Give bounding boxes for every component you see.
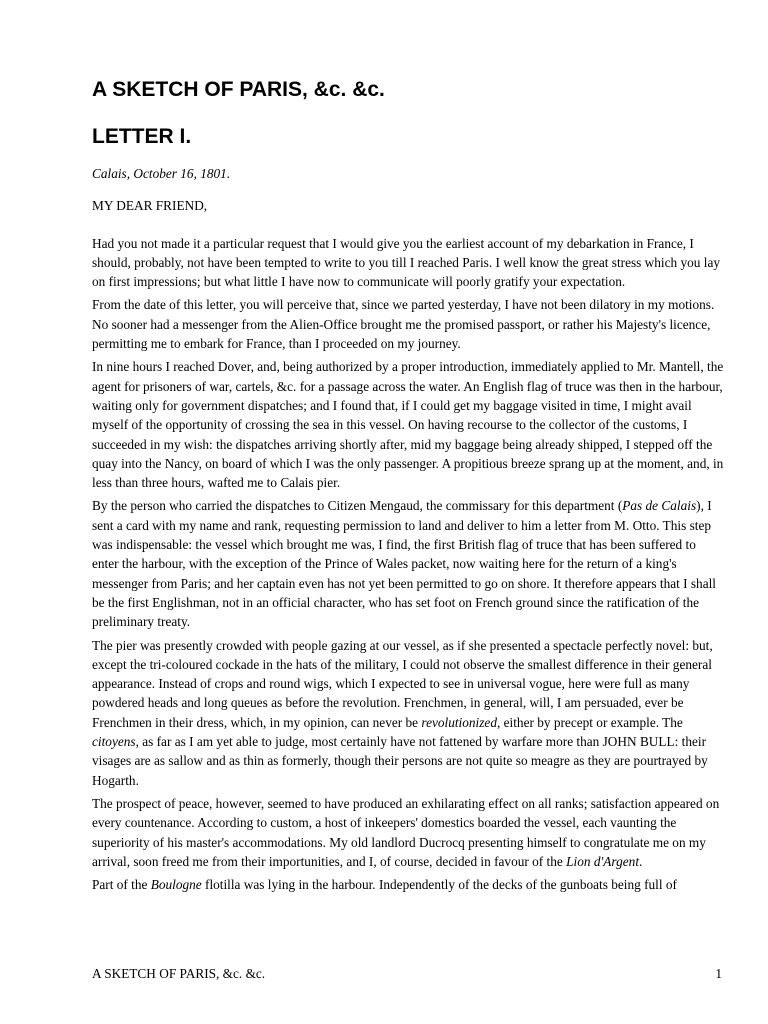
- text-run: In nine hours I reached Dover, and, being authorized by a proper introduction, immediately applied to Mr. Mantell, the agent for prisoners of war, cartels, &c. for a passage across the water. An English flag of truce was then in the harbour, waiting only for government dispatches; and I found that, if I could get my baggage visited in time, I might avail myself of the opportunity of crossing the sea in this vessel. On having recourse to the collector of the customs, I succeeded in my wish: the dispatches arriving shortly after, mid my baggage being already shipped, I stepped off the quay into the Nancy, on board of which I was the only passenger. A propitious breeze sprang up at the moment, and, in less than three hours, wafted me to Calais pier.: [92, 359, 724, 491]
- text-run: From the date of this letter, you will perceive that, since we parted yesterday, I have not been dilatory in my motions. No sooner had a messenger from the Alien-Office brought me the promised passport, or rather his Majesty's licence, permitting me to embark for France, than I proceeded on my journey.: [92, 297, 715, 352]
- text-run: flotilla was lying in the harbour. Independently of the decks of the gunboats being full of: [201, 877, 677, 893]
- italic-text-run: Pas de Calais: [622, 498, 697, 514]
- text-run: Part of the: [92, 877, 151, 893]
- text-run: .: [639, 853, 643, 869]
- text-run: , as far as I am yet able to judge, most certainly have not fattened by warfare more than JOHN BULL: their visages are as sallow and as thin as formerly, though their persons are not quite so meagre as they are pourtrayed by Hogarth.: [92, 734, 708, 788]
- italic-text-run: Lion d'Argent: [566, 853, 640, 869]
- paragraph: [92, 636, 724, 790]
- paragraph: [92, 234, 724, 292]
- dateline: Calais, October 16, 1801.: [92, 166, 231, 181]
- document-title: A SKETCH OF PARIS, &c. &c.: [92, 78, 385, 101]
- letter-body: [92, 234, 724, 895]
- text-run: The prospect of peace, however, seemed to have produced an exhilarating effect on all ranks; satisfaction appeared on every countenance. According to custom, a host of inkeepers' domestics boarded the vessel, each vaunting the superiority of his master's accommodations. My old landlord Ducrocq presenting himself to congratulate me on my arrival, soon freed me from their importunities, and I, of course, decided in favour of the: [92, 795, 720, 869]
- salutation: MY DEAR FRIEND,: [92, 198, 208, 214]
- footer-running-title: A SKETCH OF PARIS, &c. &c.: [92, 966, 266, 981]
- text-run: By the person who carried the dispatches to Citizen Mengaud, the commissary for this department (: [92, 498, 623, 514]
- text-run: The pier was presently crowded with people gazing at our vessel, as if she presented a spectacle perfectly novel: but, except the tri-coloured cockade in the hats of the military, I could not observe the smallest difference in their general appearance. Instead of crops and round wigs, which I expected to see in universal vogue, here were full as many powdered heads and long queues as before the revolution. Frenchmen, in general, will, I am persuaded, ever be Frenchmen in their dress, which, in my opinion, can never be: [92, 637, 713, 730]
- paragraph: [92, 496, 724, 631]
- letter-heading: LETTER I.: [92, 125, 192, 148]
- italic-text-run: Boulogne: [150, 877, 202, 893]
- paragraph: [92, 875, 724, 894]
- italic-text-run: citoyens: [92, 734, 136, 750]
- text-run: ), I sent a card with my name and rank, requesting permission to land and deliver to him a letter from M. Otto. This step was indispensable: the vessel which brought me was, I find, the first British flag of truce that has been suffered to enter the harbour, with the exception of the Prince of Wales packet, now waiting here for the return of a king's messenger from Paris; and her captain even has not yet been permitted to go on shore. It therefore appears that I shall be the first Englishman, not in an official character, who has set foot on French ground since the ratification of the preliminary treaty.: [92, 498, 716, 630]
- paragraph: [92, 295, 724, 353]
- footer-page-number: 1: [715, 966, 722, 981]
- text-run: Had you not made it a particular request that I would give you the earliest account of my debarkation in France, I should, probably, not have been tempted to write to you till I reached Paris. I well know the great stress which you lay on first impressions; but what little I have now to communicate will poorly gratify your expectation.: [92, 235, 720, 290]
- text-run: , either by precept or example. The: [496, 714, 683, 730]
- paragraph: [92, 794, 724, 871]
- italic-text-run: revolutionized: [421, 714, 497, 730]
- page-footer: [92, 964, 722, 983]
- page-content: [92, 0, 724, 898]
- paragraph: [92, 357, 724, 492]
